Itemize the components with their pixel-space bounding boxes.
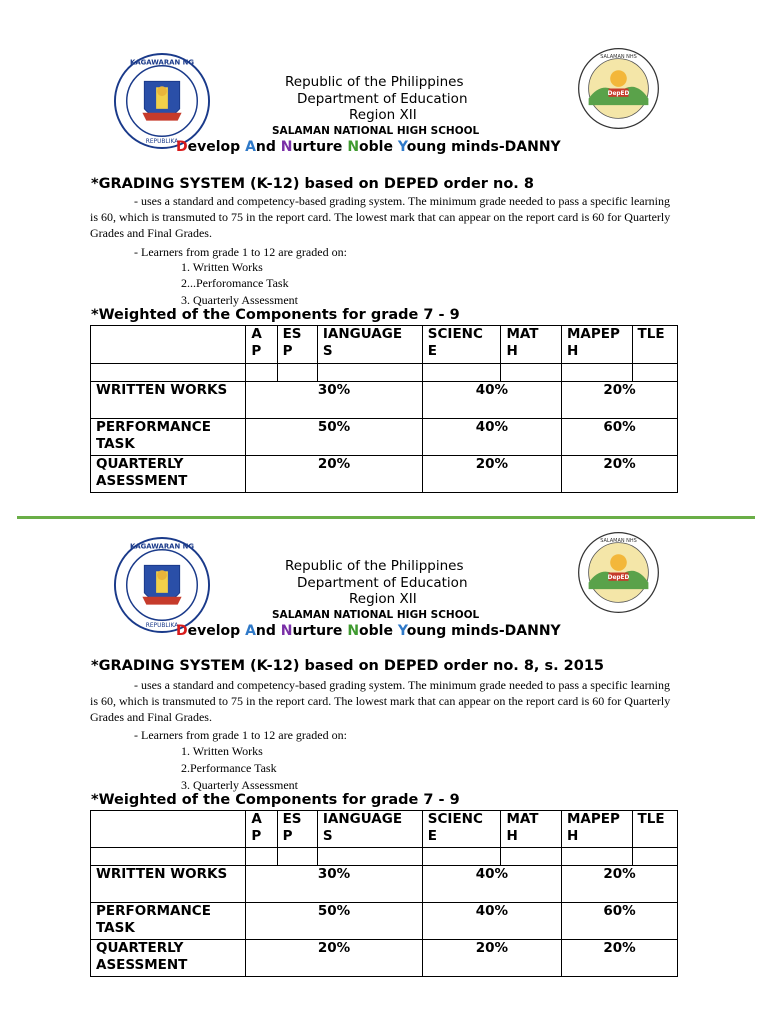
- list-item: 1. Written Works: [181, 260, 263, 274]
- deped-seal-logo: [113, 52, 211, 150]
- grading-system-title: *GRADING SYSTEM (K-12) based on DEPED order no. 8: [91, 176, 534, 192]
- column-header: MAPEP H: [561, 811, 632, 848]
- weight-cell: 20%: [561, 940, 677, 977]
- learners-intro: - Learners from grade 1 to 12 are graded on:: [134, 728, 347, 742]
- column-header: TLE: [632, 811, 677, 848]
- weights-table: [90, 810, 678, 977]
- column-header: TLE: [632, 326, 677, 364]
- weight-cell: 50%: [246, 419, 422, 456]
- svg-text:DepED: DepED: [607, 91, 630, 98]
- republic-line: Republic of the Philippines: [285, 74, 464, 90]
- table-spacer-row: [91, 848, 678, 866]
- row-label: WRITTEN WORKS: [91, 382, 246, 419]
- list-item: 2.Performance Task: [181, 761, 277, 775]
- learners-intro: - Learners from grade 1 to 12 are graded on:: [134, 245, 347, 259]
- column-header: IANGUAGE S: [317, 326, 422, 364]
- weight-cell: 40%: [422, 903, 561, 940]
- motto: Develop And Nurture Noble Young minds-DANNY: [176, 139, 561, 155]
- weights-title: *Weighted of the Components for grade 7 - 9: [91, 307, 460, 323]
- grading-description: - uses a standard and competency-based grading system. The minimum grade needed to pass a specific learning is 60, which is transmuted to 75 in the report card. The lowest mark that can appear on the report card is 60 for Quarterly Grades and Final Grades.: [90, 678, 671, 724]
- weights-title: *Weighted of the Components for grade 7 - 9: [91, 792, 460, 808]
- section-divider: [17, 516, 755, 519]
- table-row: [91, 419, 678, 456]
- weight-cell: 20%: [246, 456, 422, 493]
- table-row: [91, 382, 678, 419]
- department-line: Department of Education: [297, 575, 468, 591]
- weight-cell: 60%: [561, 419, 677, 456]
- list-item: 3. Quarterly Assessment: [181, 293, 298, 307]
- column-header: ES P: [277, 811, 317, 848]
- weight-cell: 50%: [246, 903, 422, 940]
- table-row: [91, 456, 678, 493]
- row-label: QUARTERLY ASESSMENT: [91, 940, 246, 977]
- row-label: WRITTEN WORKS: [91, 866, 246, 903]
- svg-text:DepED: DepED: [607, 575, 630, 582]
- weight-cell: 40%: [422, 419, 561, 456]
- svg-text:REPUBLIKA: REPUBLIKA: [145, 623, 179, 630]
- weight-cell: 40%: [422, 382, 561, 419]
- weight-cell: 30%: [246, 866, 422, 903]
- list-item: 2...Perforomance Task: [181, 276, 289, 290]
- column-header: IANGUAGE S: [317, 811, 422, 848]
- republic-line: Republic of the Philippines: [285, 558, 464, 574]
- grading-description: - uses a standard and competency-based grading system. The minimum grade needed to pass a specific learning is 60, which is transmuted to 75 in the report card. The lowest mark that can appear on the report card is 60 for Quarterly Grades and Final Grades.: [90, 194, 671, 240]
- svg-text:SALAMAN NHS: SALAMAN NHS: [600, 53, 637, 60]
- svg-text:SALAMAN NHS: SALAMAN NHS: [600, 537, 637, 544]
- table-spacer-row: [91, 364, 678, 382]
- weight-cell: 30%: [246, 382, 422, 419]
- list-item: 3. Quarterly Assessment: [181, 778, 298, 792]
- row-label: PERFORMANCE TASK: [91, 903, 246, 940]
- weight-cell: 20%: [561, 866, 677, 903]
- table-row: [91, 940, 678, 977]
- department-line: Department of Education: [297, 91, 468, 107]
- column-header: SCIENC E: [422, 811, 501, 848]
- weight-cell: 20%: [422, 456, 561, 493]
- table-row: [91, 903, 678, 940]
- table-header-row: [91, 811, 678, 848]
- svg-text:REPUBLIKA: REPUBLIKA: [145, 139, 179, 146]
- svg-text:KAGAWARAN NG: KAGAWARAN NG: [130, 58, 194, 67]
- column-header: A P: [246, 811, 277, 848]
- weight-cell: 60%: [561, 903, 677, 940]
- school-name: SALAMAN NATIONAL HIGH SCHOOL: [272, 609, 480, 621]
- weight-cell: 20%: [561, 456, 677, 493]
- column-header: MAT H: [501, 811, 562, 848]
- weight-cell: 40%: [422, 866, 561, 903]
- column-header: SCIENC E: [422, 326, 501, 364]
- motto: Develop And Nurture Noble Young minds-DANNY: [176, 623, 561, 639]
- svg-text:KAGAWARAN NG: KAGAWARAN NG: [130, 542, 194, 551]
- school-seal-logo: [577, 531, 660, 614]
- grading-system-title: *GRADING SYSTEM (K-12) based on DEPED order no. 8, s. 2015: [91, 658, 605, 674]
- list-item: 1. Written Works: [181, 744, 263, 758]
- school-name: SALAMAN NATIONAL HIGH SCHOOL: [272, 125, 480, 137]
- region-line: Region XII: [349, 591, 417, 607]
- table-header-row: [91, 326, 678, 364]
- weight-cell: 20%: [246, 940, 422, 977]
- row-label: PERFORMANCE TASK: [91, 419, 246, 456]
- weight-cell: 20%: [561, 382, 677, 419]
- weights-table: [90, 325, 678, 493]
- column-header: MAPEP H: [561, 326, 632, 364]
- row-label: QUARTERLY ASESSMENT: [91, 456, 246, 493]
- column-header: ES P: [277, 326, 317, 364]
- table-row: [91, 866, 678, 903]
- school-seal-logo: [577, 47, 660, 130]
- column-header: A P: [246, 326, 277, 364]
- weight-cell: 20%: [422, 940, 561, 977]
- region-line: Region XII: [349, 107, 417, 123]
- column-header: MAT H: [501, 326, 562, 364]
- deped-seal-logo: [113, 536, 211, 634]
